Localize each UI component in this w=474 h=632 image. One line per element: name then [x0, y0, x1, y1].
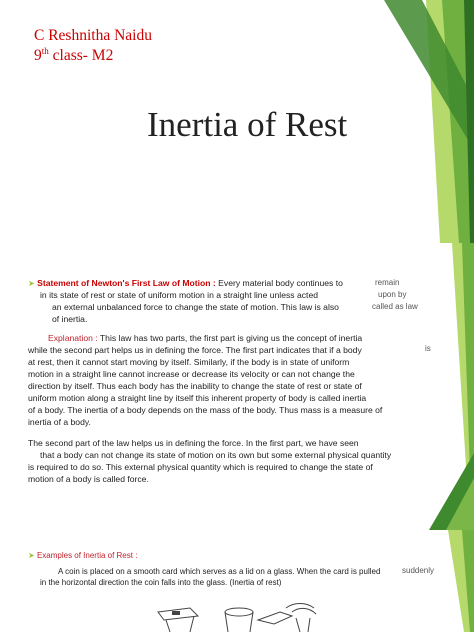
example-line: in the horizontal direction the coin falls into the glass. (Inertia of rest) — [40, 578, 282, 587]
statement-line-2: in its state of rest or state of uniform motion in a straight line unless acted — [40, 290, 319, 300]
side-word: suddenly — [402, 566, 435, 575]
statement-line-4: of inertia. — [52, 314, 88, 324]
explanation-line: direction by itself. Thus each body has the inability to change the state of rest or state of — [28, 381, 362, 391]
example-line: A coin is placed on a smooth card which serves as a lid on a glass. When the card is pulled — [58, 567, 381, 576]
statement-text: Every material body continues to — [215, 278, 343, 288]
explanation-line: uniform motion along a straight line by itself this inherent property of body is called inertia — [28, 393, 367, 403]
explanation-line: of a body. The inertia of a body depends on the mass of the body. Thus mass is a measure of — [28, 405, 383, 415]
side-word: remain — [375, 278, 400, 287]
glass-with-card-sketch-icon — [150, 602, 210, 632]
statement-line-3: an external unbalanced force to change the state of motion. This law is also — [52, 302, 339, 312]
title-slide — [0, 0, 474, 243]
explanation-line: while the second part helps us in defining the force. The first part indicates that if a body — [28, 345, 362, 355]
class-label: 9th class- M2 — [34, 46, 114, 65]
side-word: is — [425, 344, 431, 353]
side-word: called as law — [372, 302, 418, 311]
hand-pulling-card-sketch-icon — [252, 598, 322, 632]
explanation-line-1: Explanation : This law has two parts, the first part is giving us the concept of inertia — [48, 333, 363, 343]
bullet-arrow-icon: ➤ — [28, 279, 35, 288]
second-para-line: The second part of the law helps us in defining the force. In the first part, we have seen — [28, 438, 359, 448]
examples-heading: Examples of Inertia of Rest : — [36, 551, 138, 560]
explanation-label: Explanation : — [48, 333, 98, 343]
explanation-line: inertia of a body. — [28, 417, 91, 427]
explanation-line: motion in a straight line cannot increase or decrease its velocity or can not change the — [28, 369, 355, 379]
slide-title: Inertia of Rest — [147, 105, 348, 144]
examples-heading-row — [28, 550, 137, 561]
side-word: upon by — [378, 290, 407, 299]
bullet-arrow-icon: ➤ — [28, 551, 35, 560]
content-slide — [0, 243, 474, 530]
green-facet-decoration — [404, 530, 474, 632]
author-name: C Reshnitha Naidu — [34, 27, 152, 44]
statement-label: Statement of Newton's First Law of Motion : — [37, 278, 216, 288]
explanation-line: at rest, then it cannot start moving by itself. Similarly, if the body is in state of uniform — [28, 357, 350, 367]
second-para-line: that a body can not change its state of motion on its own but some external physical quantity — [40, 450, 392, 460]
second-para-line: motion of a body is called force. — [28, 474, 149, 484]
second-para-line: is required to do so. This external physical quantity which is required to change the state of — [28, 462, 373, 472]
examples-slide — [0, 530, 474, 632]
